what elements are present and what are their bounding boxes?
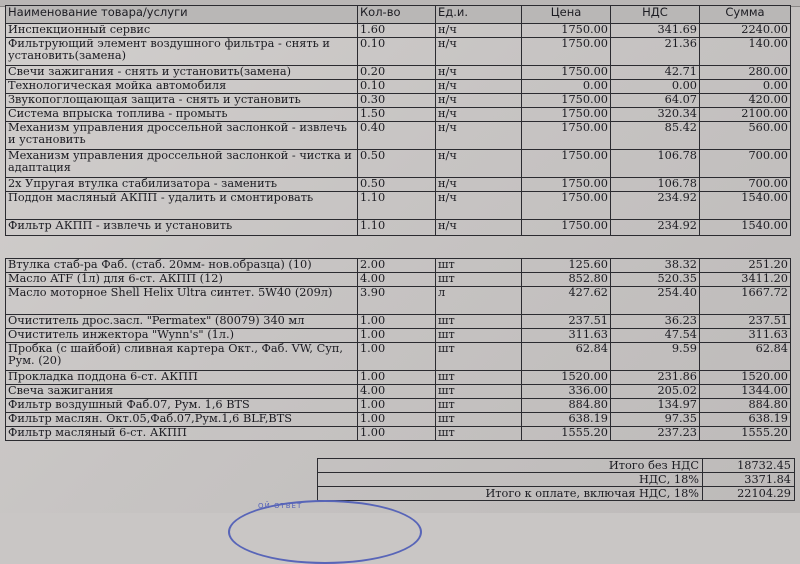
service-sum-cell: 700.00 [700, 150, 791, 178]
part-name-cell: Очиститель инжектора "Wynn's" (1л.) [6, 329, 358, 343]
service-unit-cell: н/ч [436, 108, 522, 122]
service-qty-cell: 0.10 [358, 38, 436, 66]
service-sum-cell: 2240.00 [700, 24, 791, 38]
totals-label: Итого к оплате, включая НДС, 18% [318, 487, 703, 501]
part-vat-cell: 9.59 [611, 343, 700, 371]
service-sum-cell: 1540.00 [700, 220, 791, 236]
service-name-cell: Система впрыска топлива - промыть [6, 108, 358, 122]
service-price-cell: 1750.00 [522, 178, 611, 192]
service-name-cell: Инспекционный сервис [6, 24, 358, 38]
part-unit-cell: шт [436, 329, 522, 343]
part-sum-cell: 311.63 [700, 329, 791, 343]
part-vat-cell: 36.23 [611, 315, 700, 329]
part-name-cell: Очиститель дрос.засл. "Permatex" (80079) 340 мл [6, 315, 358, 329]
service-row [6, 122, 791, 150]
part-name-cell: Фильтр воздушный Фаб.07, Рум. 1,6 BTS [6, 399, 358, 413]
part-row [6, 273, 791, 287]
service-row [6, 80, 791, 94]
service-price-cell: 1750.00 [522, 38, 611, 66]
part-name-cell: Фильтр маслян. Окт.05,Фаб.07,Рум.1,6 BLF,BTS [6, 413, 358, 427]
service-sum-cell: 0.00 [700, 80, 791, 94]
part-name-cell: Прокладка поддона 6-ст. АКПП [6, 371, 358, 385]
service-qty-cell: 1.10 [358, 192, 436, 220]
part-vat-cell: 254.40 [611, 287, 700, 315]
part-sum-cell: 1520.00 [700, 371, 791, 385]
part-price-cell: 336.00 [522, 385, 611, 399]
service-row [6, 38, 791, 66]
part-price-cell: 884.80 [522, 399, 611, 413]
part-unit-cell: шт [436, 427, 522, 441]
services-table [5, 5, 791, 236]
part-price-cell: 1520.00 [522, 371, 611, 385]
part-qty-cell: 1.00 [358, 329, 436, 343]
part-vat-cell: 520.35 [611, 273, 700, 287]
part-sum-cell: 237.51 [700, 315, 791, 329]
service-qty-cell: 1.10 [358, 220, 436, 236]
service-row [6, 192, 791, 220]
part-row [6, 427, 791, 441]
part-vat-cell: 38.32 [611, 259, 700, 273]
service-sum-cell: 1540.00 [700, 192, 791, 220]
service-qty-cell: 1.60 [358, 24, 436, 38]
service-unit-cell: н/ч [436, 66, 522, 80]
part-sum-cell: 62.84 [700, 343, 791, 371]
part-unit-cell: шт [436, 259, 522, 273]
totals-label: НДС, 18% [318, 473, 703, 487]
part-qty-cell: 1.00 [358, 371, 436, 385]
part-vat-cell: 205.02 [611, 385, 700, 399]
service-vat-cell: 85.42 [611, 122, 700, 150]
service-unit-cell: н/ч [436, 38, 522, 66]
part-vat-cell: 97.35 [611, 413, 700, 427]
part-price-cell: 125.60 [522, 259, 611, 273]
service-name-cell: Механизм управления дроссельной заслонкой - извлечь и установить [6, 122, 358, 150]
parts-table-body [6, 259, 791, 441]
parts-table [5, 258, 791, 441]
service-sum-cell: 140.00 [700, 38, 791, 66]
part-row [6, 371, 791, 385]
service-vat-cell: 106.78 [611, 150, 700, 178]
service-qty-cell: 0.10 [358, 80, 436, 94]
part-vat-cell: 231.86 [611, 371, 700, 385]
part-row [6, 259, 791, 273]
part-name-cell: Масло моторное Shell Helix Ultra синтет. 5W40 (209л) [6, 287, 358, 315]
part-row [6, 329, 791, 343]
part-qty-cell: 3.90 [358, 287, 436, 315]
part-unit-cell: шт [436, 399, 522, 413]
services-table-body [6, 6, 791, 236]
service-row [6, 108, 791, 122]
service-price-cell: 1750.00 [522, 108, 611, 122]
header-price: Цена [522, 6, 611, 24]
table-header-row [6, 6, 791, 24]
part-row [6, 287, 791, 315]
part-qty-cell: 1.00 [358, 427, 436, 441]
service-qty-cell: 0.50 [358, 150, 436, 178]
part-qty-cell: 1.00 [358, 399, 436, 413]
service-vat-cell: 234.92 [611, 220, 700, 236]
part-unit-cell: л [436, 287, 522, 315]
service-name-cell: Звукопоглощающая защита - снять и установить [6, 94, 358, 108]
part-name-cell: Фильтр масляный 6-ст. АКПП [6, 427, 358, 441]
header-sum: Сумма [700, 6, 791, 24]
service-price-cell: 1750.00 [522, 94, 611, 108]
totals-row [318, 487, 795, 501]
service-vat-cell: 21.36 [611, 38, 700, 66]
part-price-cell: 427.62 [522, 287, 611, 315]
service-row [6, 24, 791, 38]
service-vat-cell: 234.92 [611, 192, 700, 220]
totals-label: Итого без НДС [318, 459, 703, 473]
header-name: Наименование товара/услуги [6, 6, 358, 24]
part-price-cell: 62.84 [522, 343, 611, 371]
service-row [6, 178, 791, 192]
service-unit-cell: н/ч [436, 24, 522, 38]
service-sum-cell: 2100.00 [700, 108, 791, 122]
part-sum-cell: 638.19 [700, 413, 791, 427]
service-unit-cell: н/ч [436, 178, 522, 192]
part-name-cell: Втулка стаб-ра Фаб. (стаб. 20мм- нов.образца) (10) [6, 259, 358, 273]
service-qty-cell: 0.30 [358, 94, 436, 108]
part-unit-cell: шт [436, 385, 522, 399]
service-row [6, 66, 791, 80]
part-qty-cell: 4.00 [358, 273, 436, 287]
service-price-cell: 1750.00 [522, 66, 611, 80]
totals-table-body [318, 459, 795, 501]
part-qty-cell: 1.00 [358, 343, 436, 371]
part-price-cell: 1555.20 [522, 427, 611, 441]
service-unit-cell: н/ч [436, 94, 522, 108]
service-vat-cell: 106.78 [611, 178, 700, 192]
service-name-cell: Поддон масляный АКПП - удалить и смонтировать [6, 192, 358, 220]
part-price-cell: 852.80 [522, 273, 611, 287]
part-sum-cell: 251.20 [700, 259, 791, 273]
service-price-cell: 1750.00 [522, 192, 611, 220]
part-sum-cell: 1555.20 [700, 427, 791, 441]
part-qty-cell: 2.00 [358, 259, 436, 273]
service-vat-cell: 42.71 [611, 66, 700, 80]
part-row [6, 385, 791, 399]
service-unit-cell: н/ч [436, 220, 522, 236]
totals-value: 18732.45 [703, 459, 795, 473]
service-price-cell: 1750.00 [522, 122, 611, 150]
part-row [6, 399, 791, 413]
part-row [6, 315, 791, 329]
service-price-cell: 1750.00 [522, 220, 611, 236]
service-name-cell: Технологическая мойка автомобиля [6, 80, 358, 94]
part-price-cell: 311.63 [522, 329, 611, 343]
service-row [6, 150, 791, 178]
part-vat-cell: 237.23 [611, 427, 700, 441]
service-price-cell: 0.00 [522, 80, 611, 94]
service-vat-cell: 0.00 [611, 80, 700, 94]
part-row [6, 343, 791, 371]
service-vat-cell: 320.34 [611, 108, 700, 122]
service-unit-cell: н/ч [436, 150, 522, 178]
header-unit: Ед.и. [436, 6, 522, 24]
service-qty-cell: 0.40 [358, 122, 436, 150]
service-sum-cell: 280.00 [700, 66, 791, 80]
service-unit-cell: н/ч [436, 80, 522, 94]
service-sum-cell: 560.00 [700, 122, 791, 150]
part-unit-cell: шт [436, 315, 522, 329]
part-sum-cell: 3411.20 [700, 273, 791, 287]
part-sum-cell: 1667.72 [700, 287, 791, 315]
service-unit-cell: н/ч [436, 192, 522, 220]
part-name-cell: Масло ATF (1л) для 6-ст. АКПП (12) [6, 273, 358, 287]
totals-row [318, 459, 795, 473]
part-name-cell: Пробка (с шайбой) сливная картера Окт., Фаб. VW, Суп, Рум. (20) [6, 343, 358, 371]
service-vat-cell: 341.69 [611, 24, 700, 38]
service-name-cell: Свечи зажигания - снять и установить(замена) [6, 66, 358, 80]
service-name-cell: Механизм управления дроссельной заслонкой - чистка и адаптация [6, 150, 358, 178]
service-row [6, 94, 791, 108]
service-qty-cell: 1.50 [358, 108, 436, 122]
part-name-cell: Свеча зажигания [6, 385, 358, 399]
part-qty-cell: 1.00 [358, 315, 436, 329]
service-row [6, 220, 791, 236]
service-price-cell: 1750.00 [522, 24, 611, 38]
service-vat-cell: 64.07 [611, 94, 700, 108]
part-unit-cell: шт [436, 413, 522, 427]
totals-row [318, 473, 795, 487]
part-price-cell: 638.19 [522, 413, 611, 427]
totals-value: 22104.29 [703, 487, 795, 501]
header-vat: НДС [611, 6, 700, 24]
part-row [6, 413, 791, 427]
service-sum-cell: 420.00 [700, 94, 791, 108]
totals-table [317, 458, 795, 501]
part-unit-cell: шт [436, 371, 522, 385]
service-name-cell: Фильтрующий элемент воздушного фильтра - снять и установить(замена) [6, 38, 358, 66]
service-qty-cell: 0.50 [358, 178, 436, 192]
service-sum-cell: 700.00 [700, 178, 791, 192]
part-sum-cell: 884.80 [700, 399, 791, 413]
header-qty: Кол-во [358, 6, 436, 24]
stamp-text: ОЙ ОТВЕТ [258, 502, 303, 510]
totals-value: 3371.84 [703, 473, 795, 487]
service-unit-cell: н/ч [436, 122, 522, 150]
part-price-cell: 237.51 [522, 315, 611, 329]
service-name-cell: Фильтр АКПП - извлечь и установить [6, 220, 358, 236]
part-unit-cell: шт [436, 273, 522, 287]
part-qty-cell: 1.00 [358, 413, 436, 427]
part-unit-cell: шт [436, 343, 522, 371]
part-vat-cell: 47.54 [611, 329, 700, 343]
service-qty-cell: 0.20 [358, 66, 436, 80]
service-price-cell: 1750.00 [522, 150, 611, 178]
service-name-cell: 2х Упругая втулка стабилизатора - заменить [6, 178, 358, 192]
part-vat-cell: 134.97 [611, 399, 700, 413]
part-sum-cell: 1344.00 [700, 385, 791, 399]
part-qty-cell: 4.00 [358, 385, 436, 399]
